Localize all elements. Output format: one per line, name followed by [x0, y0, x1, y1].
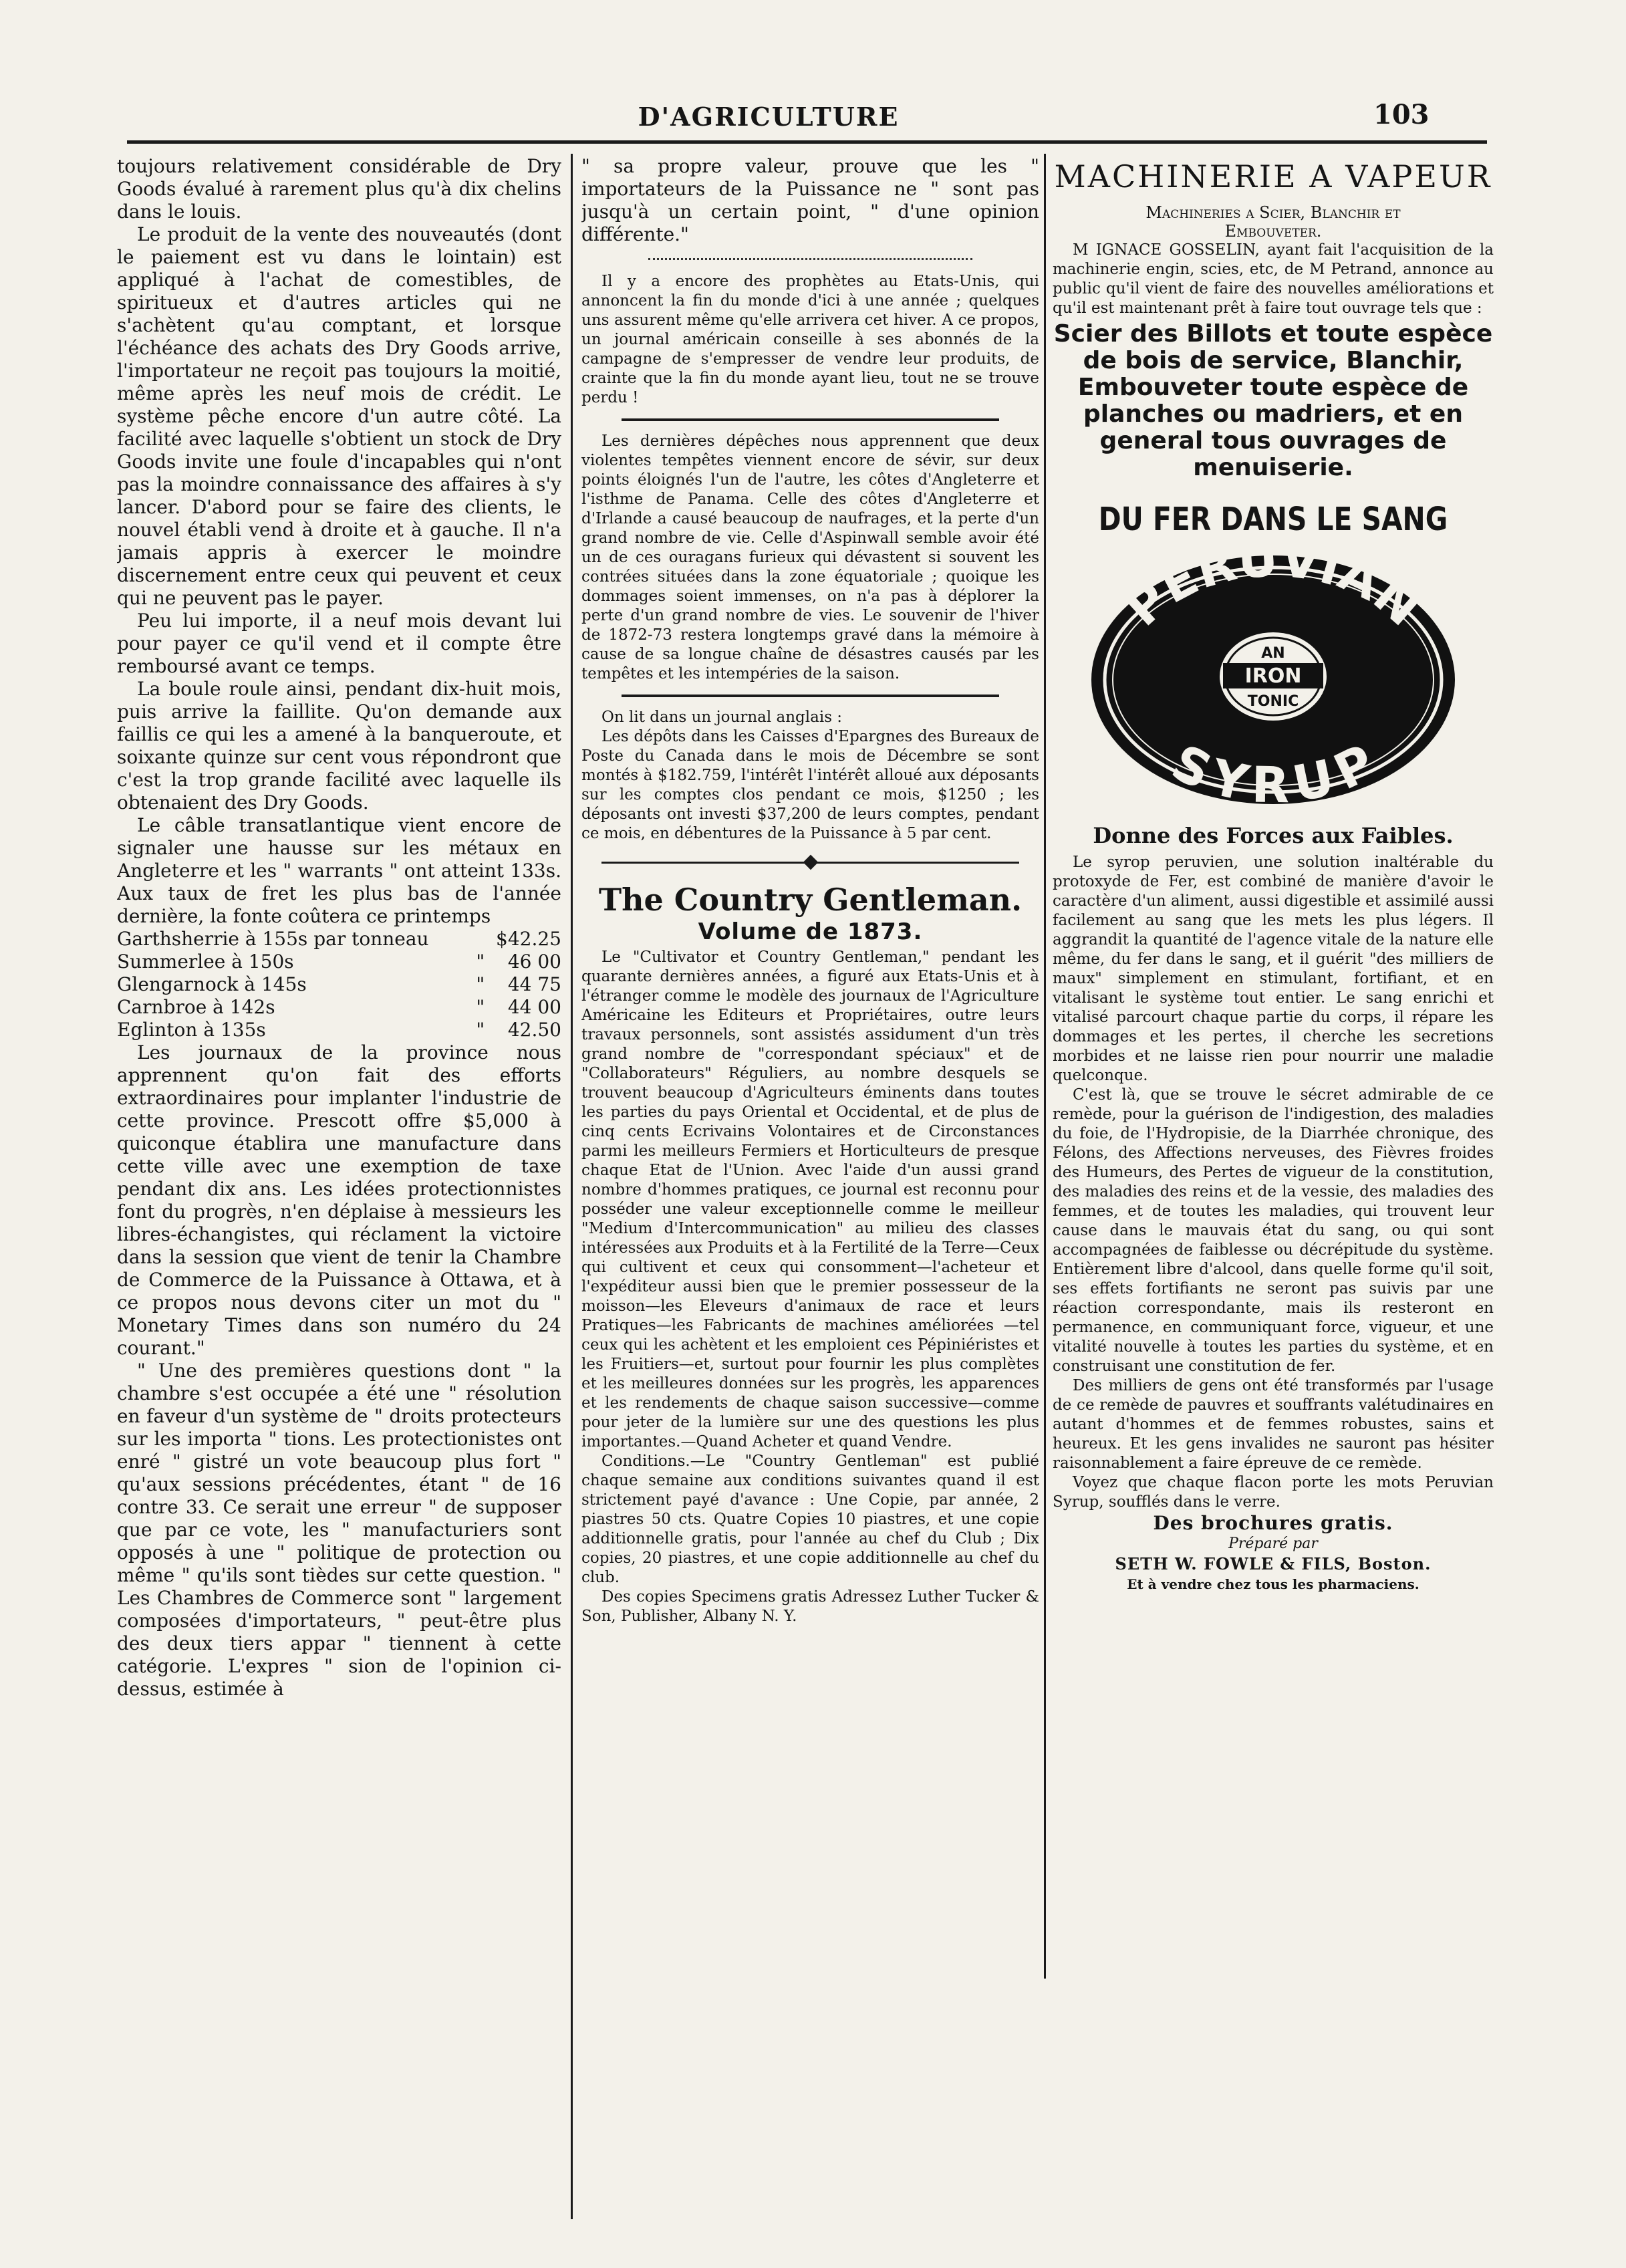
column-divider [1044, 154, 1046, 1979]
ad-paragraph: Des milliers de gens ont été transformés par l'usage de ce remède de pauvres et souffrants valétudinaires en autant d'hommes et de femmes robustes, sains et heureux. Et les gens invalides ne sauront pas hésiter raisonnablement a faire épreuve de ce remède. [1053, 1377, 1494, 1472]
article-paragraph: Les dernières dépêches nous apprennent que deux violentes tempêtes viennent encore de sévir, sur deux points éloignés l'un de l'autre, les côtes d'Angleterre et l'isthme de Panama. Celle des côtes d'Angleterre et d'Irlande a causé beaucoup de naufrages, et la perte d'un grand nombre de vie. Celle d'Aspinwall semble avoir été un de ces ouragans furieux qui dévastent si souvent les contrées situées dans la zone équatoriale ; quoique les dommages soient immenses, on n'a pas à déplorer la perte d'un grand nombre de vies. Le souvenir de l'hiver de 1872-73 restera longtemps gravé dans la mémoire à cause de sa longue chaîne de désastres causés par les tempêtes et les intempéries de la saison. [581, 432, 1039, 682]
ornamental-rule [601, 857, 1019, 868]
ad-subtitle: Machineries a Scier, Blanchir et [1145, 203, 1401, 222]
logo-word-top: PERUVIAN [1114, 549, 1432, 638]
article-paragraph: Des copies Specimens gratis Adressez Luther Tucker & Son, Publisher, Albany N. Y. [581, 1588, 1039, 1625]
ad-forces-heading: Donne des Forces aux Faibles. [1093, 823, 1454, 848]
ad-title-machinerie: MACHINERIE A VAPEUR [1054, 158, 1492, 195]
price-ditto: " [476, 951, 485, 973]
article-paragraph: Le câble transatlantique vient encore de signaler une hausse sur les métaux en Angleterre et les " warrants " ont atteint 133s. Aux taux de fret les plus bas de l'année dernière, la fonte coûtera ce printemps [117, 814, 561, 927]
page-number: 103 [1373, 99, 1430, 130]
price-name: Carnbroe à 142s [117, 996, 275, 1018]
logo-word-bottom: SYRUP [1163, 733, 1383, 810]
peruvian-syrup-emblem-icon [1086, 549, 1460, 810]
price-name: Garthsherrie à 155s par tonneau [117, 928, 429, 950]
logo-tonic: TONIC [1247, 693, 1299, 710]
section-separator [622, 418, 999, 421]
article-paragraph: On lit dans un journal anglais : [601, 709, 843, 726]
logo-iron: IRON [1244, 664, 1302, 688]
country-gentleman-volume: Volume de 1873. [698, 918, 923, 945]
article-paragraph: Peu lui importe, il a neuf mois devant lui pour payer ce qu'il vend et il compte être remboursé avant ce temps. [117, 610, 561, 677]
ad-paragraph: Le syrop peruvien, une solution inaltérable du protoxyde de Fer, est combiné de manière d'avoir le caractère d'un aliment, aussi digestible et assimilé aussi facilement au sang que les mets les plus légers. Il aggrandit la quantité de l'agence vitale de la nature elle même, du fer dans le sang, et il guérit "des milliers de maux" simplement en stimulant, fortifiant, et en vitalisant le système tout entier. Le sang enrichi et vitalisé parcourt chaque partie du corps, il répare les dommages et les pertes, il cherche les secretions morbides et ne laisse rien pour nourrir une maladie quelconque. [1053, 854, 1494, 1084]
ad-paragraph: C'est là, que se trouve le sécret admirable de ce remède, pour la guérison de l'indigestion, des maladies du foie, de l'Hydropisie, de la Diarrhée chronique, des Félons, des Affections nerveuses, des Fièvres froides des Humeurs, des Pertes de vigueur de la constitution, des maladies des reins et de la vessie, des maladies des femmes, et de toutes les maladies, qui trouvent leur cause dans le mauvais état du sang, ou qui sont accompagnées de faiblesse ou décrépitude du système. Entièrement libre d'alcool, dans quelle forme qu'il soit, ses effets fortifiants ne seront pas suivis par une réaction correspondante, mais ils resteront en permanence, en communiquant force, vigueur, et une vitalité nouvelle à toutes les parties du système, et en construisant une constitution de fer. [1053, 1086, 1494, 1375]
logo-an: AN [1261, 645, 1285, 662]
price-name: Glengarnock à 145s [117, 973, 307, 995]
column-divider [571, 154, 573, 2219]
ad-vendre: Et à vendre chez tous les pharmaciens. [1127, 1576, 1419, 1592]
article-paragraph: " sa propre valeur, prouve que les " importateurs de la Puissance ne " sont pas jusqu'à un certain point, " d'une opinion différente." [581, 155, 1039, 245]
price-value: 46 00 [507, 951, 561, 973]
price-value: $42.25 [496, 928, 561, 950]
header-rule [127, 140, 1487, 144]
peruvian-syrup-logo [1053, 549, 1494, 813]
price-row [117, 973, 561, 996]
price-value: 44 75 [507, 973, 561, 995]
price-ditto [476, 928, 486, 951]
price-name: Summerlee à 150s [117, 951, 294, 973]
price-row [117, 1019, 561, 1041]
ad-title-sang: DU FER DANS LE SANG [1098, 501, 1448, 538]
price-row [117, 951, 561, 973]
article-paragraph: Le "Cultivator et Country Gentleman," pendant les quarante dernières années, a figuré aux Etats-Unis et à l'étranger comme le modèle des journaux de l'Agriculture Américaine les Editeurs et Propriétaires, outre leurs travaux personnels, sont assistés assidument d'un très grand nombre de "correspondant spéciaux" et de "Collaborateurs" Réguliers, au nombre desquels se trouvent beaucoup d'Agriculteurs éminents dans toutes les parties du pays Oriental et Occidental, et de plus de cinq cents Ecrivains Volontaires et de Circonstances parmi les meilleurs Fermiers et Horticulteurs de presque chaque Etat de l'Union. Avec l'aide d'un aussi grand nombre d'hommes pratiques, ce journal est reconnu pour posséder une valeur exceptionnelle comme le meilleur "Medium d'Intercommunication" au milieu des classes intéressées aux Produits et à la Fertilité de la Terre—Ceux qui cultivent et ceux qui consomment—l'acheteur et l'expéditeur aussi bien que le premier possesseur de la moisson—les Eleveurs d'animaux de race et leurs Pratiques—les Fabricants de machines améliorées —tel ceux qui les achètent et les emploient ces Pépiniéristes et les Fruitiers—et, surtout pour fournir les plus complètes et les meilleures données sur les progrès, les apparences et les rendements de chaque saison successive—comme pour jeter de la lumière sur une des questions les plus importantes.—Quand Acheter et quand Vendre. [581, 949, 1039, 1451]
country-gentleman-title: The Country Gentleman. [598, 882, 1023, 918]
price-value: 42.50 [507, 1019, 561, 1041]
price-value: 44 00 [507, 996, 561, 1018]
article-paragraph: Les journaux de la province nous apprennent qu'on fait des efforts extraordinaires pour implanter l'industrie de cette province. Prescott offre $5,000 à quiconque établira une manufacture dans cette ville avec une exemption de taxe pendant dix ans. Les idées protectionnistes font du progrès, n'en déplaise à messieurs les libres-échangistes, qui réclament la victoire dans la session que vient de tenir la Chambre de Commerce de la Puissance à Ottawa, et à ce propos nous devons citer un mot du " Monetary Times dans son numéro du 24 courant." [117, 1041, 561, 1359]
article-paragraph: " Une des premières questions dont " la chambre s'est occupée a été une " résolution en faveur d'un système de " droits protecteurs sur les importa " tions. Les protectionistes ont enré " gistré un vote beaucoup plus fort " qu'aux sessions précédentes, étant " de 16 contre 33. Ce serait une erreur " de supposer que par ce vote, les " manufacturiers sont opposés à une " politique de protection ou même " qu'ils sont tièdes sur cette question. " Les Chambres de Commerce sont " largement composées d'importateurs, " peut-être plus des deux tiers appar " tiennent à cette catégorie. L'expres " sion de l'opinion ci-dessus, estimée à [117, 1360, 561, 1700]
iron-price-table [117, 928, 561, 1041]
article-paragraph: toujours relativement considérable de Dry Goods évalué à rarement plus qu'à dix chelins dans le louis. [117, 155, 561, 223]
price-row [117, 996, 561, 1019]
column-left [117, 155, 561, 2214]
column-right [1053, 155, 1494, 2120]
ad-paragraph: Voyez que chaque flacon porte les mots Peruvian Syrup, soufflés dans le verre. [1053, 1474, 1494, 1511]
price-ditto: " [476, 996, 485, 1018]
ad-text: M IGNACE GOSSELIN, ayant fait l'acquisition de la machinerie engin, scies, etc, de M Petrand, annonce au public qu'il vient de faire des nouvelles améliorations et qu'il est maintenant prêt à faire tout ouvrage tels que : [1053, 241, 1494, 317]
article-paragraph: Conditions.—Le "Country Gentleman" est publié chaque semaine aux conditions suivantes quand il est strictement payé d'avance : Une Copie, par année, 2 piastres 50 cts. Quatre Copies 10 piastres, et une copie additionnelle gratis, pour l'année au chef du Club ; Dix copies, 20 piastres, et une copie additionnelle au chef du club. [581, 1453, 1039, 1586]
price-ditto: " [476, 973, 485, 995]
article-paragraph: La boule roule ainsi, pendant dix-huit mois, puis arrive la faillite. Qu'on demande aux faillis ce qui les a amené à la banqueroute, et soixante quinze sur cent vous répondront que c'est la trop grande facilité avec laquelle ils obtenaient des Dry Goods. [117, 678, 561, 813]
ad-prepare: Préparé par [1228, 1535, 1318, 1552]
price-row [117, 928, 561, 951]
section-separator [648, 258, 972, 260]
running-header: D'AGRICULTURE [638, 102, 900, 132]
ad-subtitle: Embouveter. [1224, 222, 1322, 241]
price-name: Eglinton à 135s [117, 1019, 266, 1041]
article-paragraph: Les dépôts dans les Caisses d'Epargnes des Bureaux de Poste du Canada dans le mois de Décembre se sont montés à $182.759, l'intérêt l'intérêt alloué aux déposants sur les comptes clos pendant ce mois, $1250 ; les déposants ont investi $37,200 de leurs comptes, pendant ce mois, en débentures de la Puissance à 5 par cent. [581, 728, 1039, 842]
article-paragraph: Il y a encore des prophètes au Etats-Unis, qui annoncent la fin du monde d'ici à une année ; quelques uns assurent même qu'elle arrivera cet hiver. A ce propos, un journal américain conseille à ses abonnés de la campagne de s'empresser de vendre leur produits, de crainte que la fin du monde ayant lieu, tout ne se trouve perdu ! [581, 273, 1039, 406]
price-ditto: " [476, 1019, 485, 1041]
ad-maker: SETH W. FOWLE & FILS, Boston. [1115, 1554, 1432, 1573]
article-paragraph: Le produit de la vente des nouveautés (dont le paiement est vu dans le lointain) est appliqué à l'achat de comestibles, de spiritueux et d'autres articles qui ne s'achètent qu'au comptant, et lorsque l'échéance des achats des Dry Goods arrive, l'importateur ne reçoit pas toujours la moitié, même après les neuf mois de crédit. Le système pêche encore d'un autre côté. La facilité avec laquelle s'obtient un stock de Dry Goods invite une foule d'incapables qui n'ont pas la moindre connaissance des affaires à s'y lancer. D'abord pour se faire des clients, le nouvel établi vend à droite et à gauche. Il n'a jamais appris à exercer le moindre discernement entre ceux qui peuvent et ceux qui ne peuvent pas le payer. [117, 223, 561, 609]
column-middle [581, 155, 1039, 2234]
ad-headline: Scier des Billots et toute espèce de bois de service, Blanchir, Embouveter toute espèce de planches ou madriers, et en general tous ouvrages de menuiserie. [1053, 320, 1493, 481]
section-separator [622, 695, 999, 697]
ad-brochures: Des brochures gratis. [1153, 1512, 1393, 1534]
